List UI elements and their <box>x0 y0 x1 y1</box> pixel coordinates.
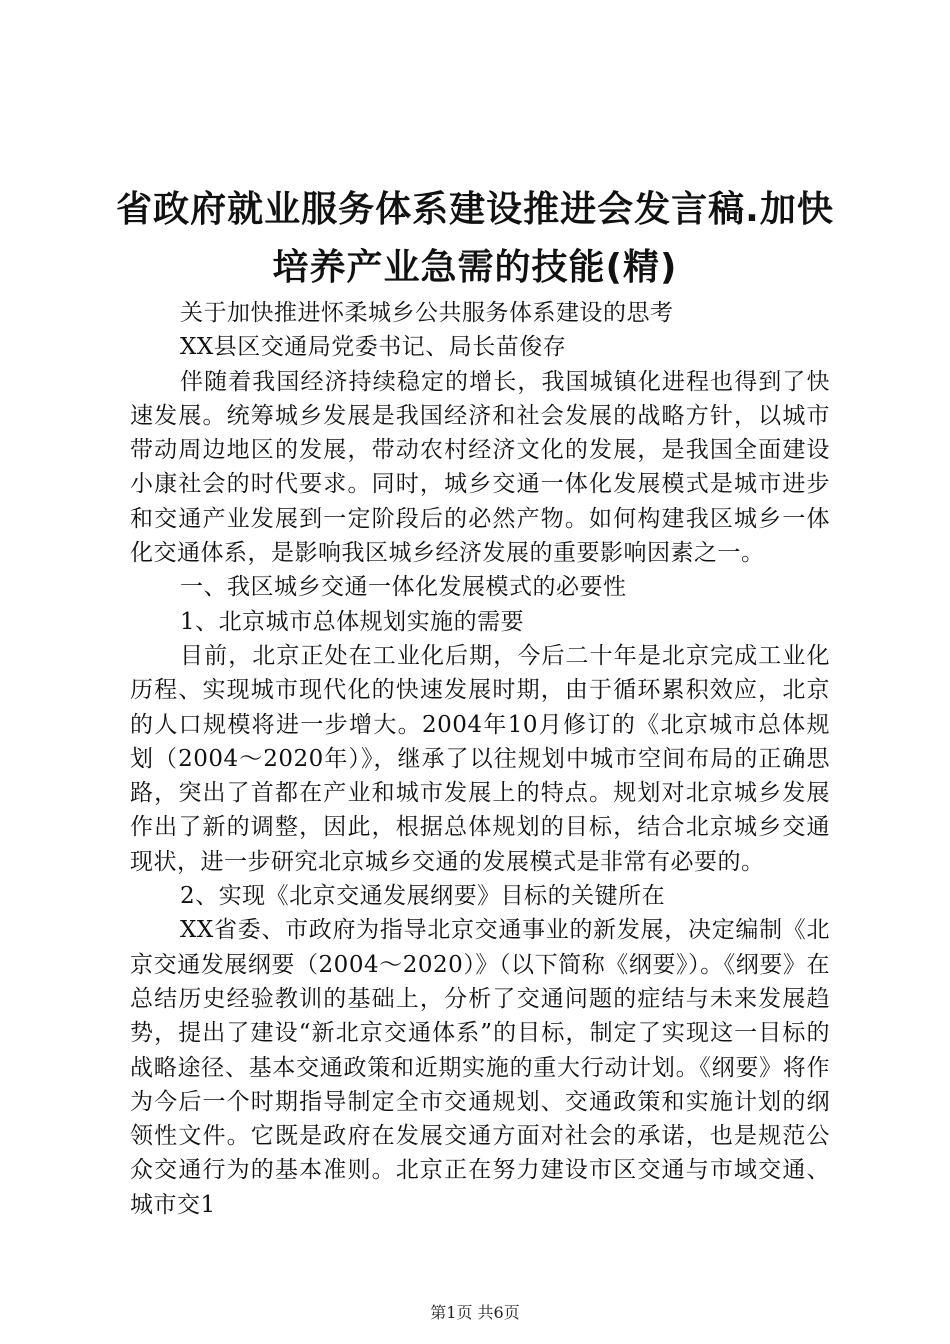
section-heading-1: 一、我区城乡交通一体化发展模式的必要性 <box>180 574 627 601</box>
document-body <box>130 296 830 1222</box>
paragraph-body-2: XX省委、市政府为指导北京交通事业的新发展，决定编制《北京交通发展纲要（2004～2020）》（以下简称《纲要》）。《纲要》在总结历史经验教训的基础上，分析了交通问题的症结与未来发展趋势，提出了建设“新北京交通体系”的目标，制定了实现这一目标的战略途径、基本交通政策和近期实施的重大行动计划。《纲要》将作为今后一个时期指导制定全市交通规划、交通政策和实施计划的纲领性文件。它既是政府在发展交通方面对社会的承诺，也是规范公众交通行为的基本准则。北京正在努力建设市区交通与市域交通、城市交1 <box>130 917 830 1218</box>
paragraph-intro: 伴随着我国经济持续稳定的增长，我国城镇化进程也得到了快速发展。统筹城乡发展是我国经济和社会发展的战略方针，以城市带动周边地区的发展，带动农村经济文化的发展，是我国全面建设小康社会的时代要求。同时，城乡交通一体化发展模式是城市进步和交通产业发展到一定阶段后的必然产物。如何构建我区城乡一体化交通体系，是影响我区城乡经济发展的重要影响因素之一。 <box>130 368 830 567</box>
document-title-line-1: 省政府就业服务体系建设推进会发言稿.加快 <box>116 189 834 230</box>
subsection-heading-2: 2、实现《北京交通发展纲要》目标的关键所在 <box>180 883 666 910</box>
paragraph-body-1: 目前，北京正处在工业化后期，今后二十年是北京完成工业化历程、实现城市现代化的快速发展时期，由于循环累积效应，北京的人口规模将进一步增大。2004年10月修订的《北京城市总体规划（2004～2020年）》，继承了以往规划中城市空间布局的正确思路，突出了首都在产业和城市发展上的特点。规划对北京城乡发展作出了新的调整，因此，根据总体规划的目标，结合北京城乡交通现状，进一步研究北京城乡交通的发展模式是非常有必要的。 <box>130 642 830 875</box>
subsection-heading-1: 1、北京城市总体规划实施的需要 <box>180 608 525 635</box>
page-footer: 第1页 共6页 <box>430 1303 520 1322</box>
paragraph-subtitle: 关于加快推进怀柔城乡公共服务体系建设的思考 <box>180 300 674 326</box>
document-title-line-2: 培养产业急需的技能(精) <box>272 247 678 288</box>
paragraph-author: XX县区交通局党委书记、局长苗俊存 <box>180 334 567 361</box>
